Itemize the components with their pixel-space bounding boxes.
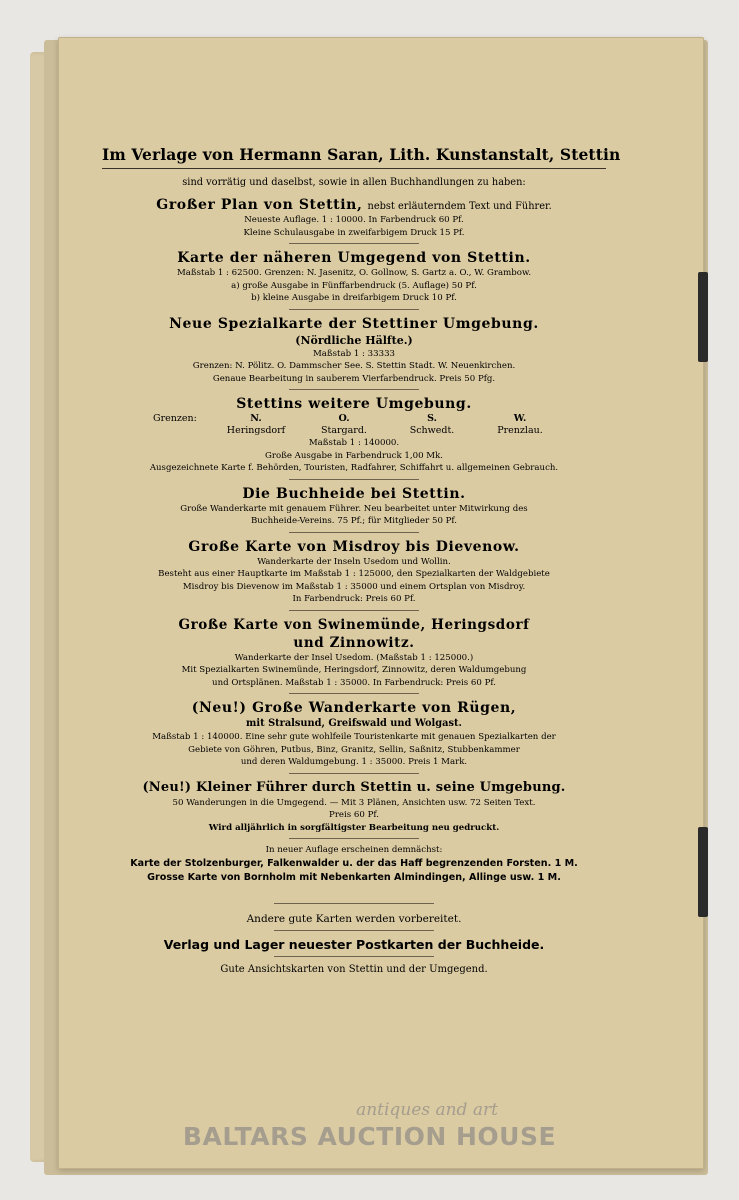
- catalog-entry: [104, 699, 604, 769]
- entry-title-suffix: nebst erläuterndem Text und Führer.: [367, 201, 552, 212]
- catalog-entry: [104, 249, 604, 305]
- divider: [289, 532, 419, 533]
- intro-text: sind vorrätig und daselbst, sowie in allen Buchhandlungen zu haben:: [182, 177, 526, 188]
- entry-line: Große Wanderkarte mit genauem Führer. Neu bearbeitet unter Mitwirkung des: [180, 503, 528, 514]
- forthcoming-line: Karte der Stolzenburger, Falkenwalder u. der das Haff begrenzenden Forsten. 1 M.: [130, 857, 578, 869]
- postcards-heading: Verlag und Lager neuester Postkarten der Buchheide.: [163, 936, 545, 952]
- forthcoming-line: Grosse Karte von Bornholm mit Nebenkarten Almindingen, Allinge usw. 1 M.: [147, 871, 561, 883]
- entry-line: Gebiete von Göhren, Putbus, Binz, Granitz, Sellin, Saßnitz, Stubbenkammer: [188, 744, 520, 755]
- entry-line: Große Ausgabe in Farbendruck 1,00 Mk.: [264, 450, 444, 461]
- entry-line: Maßstab 1 : 33333: [312, 348, 396, 359]
- divider: [289, 479, 419, 480]
- entry-line: Ausgezeichnete Karte f. Behörden, Touristen, Radfahrer, Schiffahrt u. allgemeinen Gebrauch.: [149, 463, 559, 473]
- direction: N.: [250, 413, 262, 424]
- entry-line: Neueste Auflage. 1 : 10000. In Farbendruck 60 Pf.: [244, 215, 464, 225]
- divider: [289, 693, 419, 694]
- entry-line: Wanderkarte der Inseln Usedom und Wollin.: [257, 556, 451, 567]
- divider: [289, 243, 419, 244]
- divider: [289, 838, 419, 839]
- direction-place: Heringsdorf: [226, 425, 286, 436]
- divider: [289, 309, 419, 310]
- entry-line: a) große Ausgabe in Fünffarbendruck (5. Auflage) 50 Pf.: [231, 280, 477, 291]
- other-maps-note: Andere gute Karten werden vorbereitet.: [246, 912, 462, 925]
- entry-line: Maßstab 1 : 140000. Eine sehr gute wohlfeile Touristenkarte mit genauen Spezialkarten der: [152, 732, 556, 742]
- divider: [274, 956, 434, 957]
- entry-title: Karte der näheren Umgegend von Stettin.: [177, 250, 531, 266]
- catalog-entry: [104, 194, 604, 239]
- direction: W.: [513, 413, 527, 424]
- entry-line: Besteht aus einer Hauptkarte im Maßstab 1 : 125000, den Spezialkarten der Waldgebiete: [158, 569, 550, 579]
- entry-title: Neue Spezialkarte der Stettiner Umgebung.: [169, 315, 539, 332]
- entry-line: Grenzen: N. Pölitz. O. Dammscher See. S. Stettin Stadt. W. Neuenkirchen.: [192, 361, 516, 371]
- entry-line: Kleine Schulausgabe in zweifarbigem Druck 15 Pf.: [243, 227, 465, 238]
- catalog-entry: [104, 538, 604, 606]
- entry-title: (Neu!) Große Wanderkarte von Rügen,: [191, 700, 517, 716]
- binding-clip: [698, 272, 708, 362]
- entry-title-line2: und Zinnowitz.: [293, 634, 415, 651]
- boundaries-label: Grenzen:: [153, 413, 197, 424]
- entry-line: Maßstab 1 : 140000.: [308, 438, 400, 448]
- divider: [274, 903, 434, 904]
- direction: O.: [338, 413, 350, 424]
- entry-title: (Neu!) Kleiner Führer durch Stettin u. seine Umgebung.: [142, 779, 566, 795]
- watermark-name: BALTARS AUCTION HOUSE: [182, 1122, 557, 1151]
- catalog-entry: [104, 485, 604, 528]
- boundaries-table: [104, 413, 604, 437]
- forthcoming-section: [104, 844, 604, 885]
- direction-place: Schwedt.: [409, 425, 455, 436]
- forthcoming-intro: In neuer Auflage erscheinen demnächst:: [265, 845, 443, 855]
- auction-watermark: [0, 1100, 739, 1151]
- entry-line: Wanderkarte der Insel Usedom. (Maßstab 1 : 125000.): [234, 652, 474, 663]
- catalog-entry: [104, 315, 604, 386]
- entry-title: Große Karte von Misdroy bis Dievenow.: [188, 538, 520, 555]
- entry-line: Maßstab 1 : 62500. Grenzen: N. Jasenitz, O. Gollnow, S. Gartz a. O., W. Grambow.: [176, 268, 532, 278]
- entry-title: Die Buchheide bei Stettin.: [242, 485, 466, 502]
- entry-line: und Ortsplänen. Maßstab 1 : 35000. In Farbendruck: Preis 60 Pf.: [212, 677, 496, 688]
- entry-title: Großer Plan von Stettin,: [156, 197, 363, 213]
- direction-place: Prenzlau.: [497, 425, 543, 436]
- entry-line: und deren Waldumgebung. 1 : 35000. Preis 1 Mark.: [240, 757, 468, 767]
- publisher-catalog: [102, 145, 621, 977]
- entry-line: Genaue Bearbeitung in sauberem Vierfarbendruck. Preis 50 Pfg.: [212, 373, 496, 384]
- entry-title: Große Karte von Swinemünde, Heringsdorf: [178, 616, 530, 633]
- watermark-tagline: antiques and art: [356, 1100, 498, 1120]
- entry-line: Preis 60 Pf.: [329, 810, 379, 820]
- entry-line: Buchheide-Vereins. 75 Pf.; für Mitglieder 50 Pf.: [250, 516, 458, 526]
- catalog-entry: [104, 779, 604, 835]
- entry-line: In Farbendruck: Preis 60 Pf.: [292, 594, 416, 604]
- divider: [289, 773, 419, 774]
- entry-subline: mit Stralsund, Greifswald und Wolgast.: [246, 718, 462, 729]
- entry-line: 50 Wanderungen in die Umgegend. — Mit 3 Plänen, Ansichten usw. 72 Seiten Text.: [172, 797, 536, 808]
- direction: S.: [427, 413, 437, 424]
- catalog-entry: [104, 616, 604, 690]
- entry-line: Misdroy bis Dievenow im Maßstab 1 : 35000 und einem Ortsplan von Misdroy.: [182, 581, 526, 592]
- publisher-heading: Im Verlage von Hermann Saran, Lith. Kunstanstalt, Stettin: [102, 145, 606, 169]
- divider: [289, 389, 419, 390]
- binding-clip: [698, 827, 708, 917]
- divider: [274, 930, 434, 931]
- direction-place: Stargard.: [321, 425, 367, 436]
- entry-subtitle: (Nördliche Hälfte.): [295, 333, 413, 347]
- entry-line: b) kleine Ausgabe in dreifarbigem Druck 10 Pf.: [251, 293, 457, 303]
- entry-line: Mit Spezialkarten Swinemünde, Heringsdorf, Zinnowitz, deren Waldumgebung: [181, 665, 527, 675]
- entry-title: Stettins weitere Umgebung.: [236, 396, 472, 412]
- divider: [289, 610, 419, 611]
- view-cards-note: Gute Ansichtskarten von Stettin und der Umgegend.: [220, 963, 488, 975]
- entry-line: Wird alljährlich in sorgfältigster Bearbeitung neu gedruckt.: [208, 822, 500, 833]
- catalog-entry: [104, 395, 604, 475]
